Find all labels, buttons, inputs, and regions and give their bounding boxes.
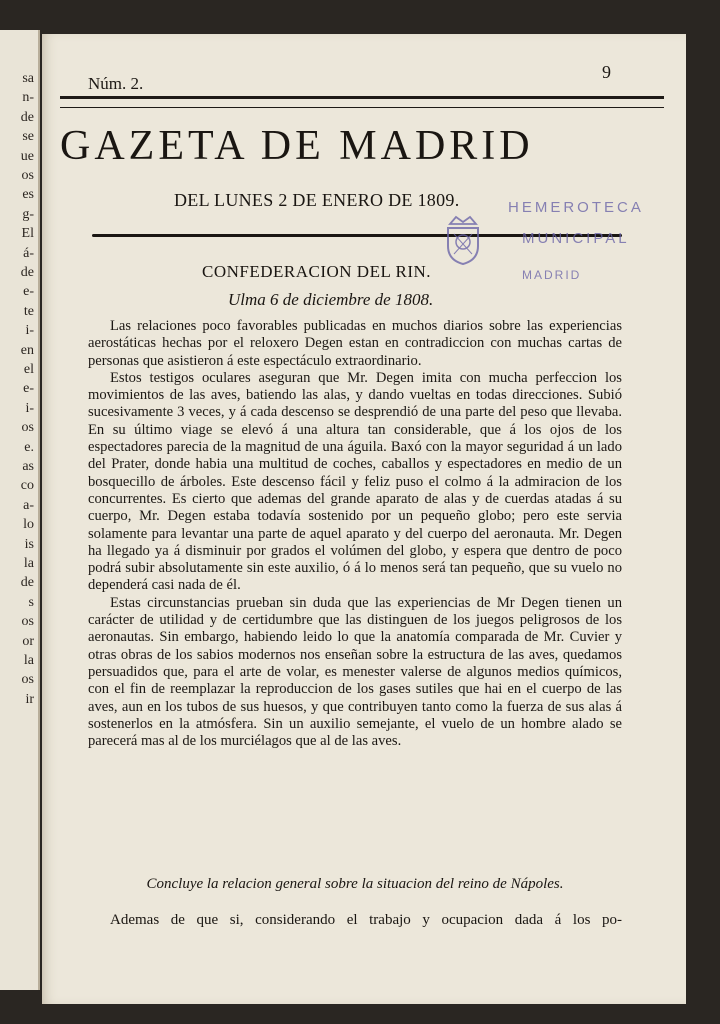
facing-page-fragment: de — [20, 109, 34, 125]
facing-page-fragment: or — [22, 633, 34, 649]
facing-page-fragment: ue — [20, 148, 34, 164]
library-stamp — [442, 194, 672, 314]
stamp-line-2: MUNICIPAL — [522, 230, 630, 247]
facing-page-fragment: la — [23, 653, 34, 668]
facing-page-fragment: os — [21, 672, 34, 688]
facing-page-fragment: la — [23, 556, 34, 571]
facing-page-fragment: el — [23, 362, 34, 377]
stamp-line-1: HEMEROTECA — [508, 199, 644, 216]
facing-page-fragment: á- — [23, 245, 34, 261]
facing-page-fragment: es — [22, 187, 34, 203]
facing-page-fragment: as — [22, 459, 34, 474]
issue-number: Núm. 2. — [88, 74, 144, 93]
stamp-line-3: MADRID — [522, 268, 582, 282]
facing-page-fragment: de — [20, 575, 34, 591]
facing-page-fragment: ir — [25, 691, 34, 707]
section-title: CONFEDERACION DEL RIN. — [202, 262, 432, 281]
facing-page-fragment: se — [22, 129, 34, 145]
facing-page-fragment: sa — [22, 71, 34, 86]
facing-page-fragment: s — [28, 594, 34, 610]
facing-page-fragment: e. — [24, 439, 34, 455]
facing-page-fragment: en — [20, 342, 34, 358]
facing-page-fragment: a- — [23, 497, 34, 513]
article-subhead: Concluye la relacion general sobre la situacion del reino de Nápoles. — [146, 876, 564, 892]
masthead-title: GAZETA DE MADRID — [60, 123, 534, 169]
facing-page-fragment: os — [21, 168, 34, 183]
facing-page-fragment: g- — [22, 206, 34, 222]
article-dateline: Ulma 6 de diciembre de 1808. — [228, 290, 434, 309]
facing-page-fragment: e- — [23, 381, 34, 397]
header-double-rule — [60, 96, 664, 108]
facing-page-fragment: is — [24, 536, 34, 552]
paragraph: Estos testigos oculares aseguran que Mr. Degen imita con mucha perfeccion los movimientos de las aves, batiendo las alas, y dando vueltas en todas direcciones. Subió sucesivamente 3 veces, y á cada descenso se desprendió de una parte del peso que llevaba. En su último viage se elevó á una altura tan considerable, que á los ojos de los espectadores parecia de la magnitud de una águila. Baxó con la mayor seguridad á un lado del Prater, donde habia una multitud de coches, caballos y espectadores en medio de un bosquecillo de árboles. Este descenso fácil y feliz puso el colmo á la admiracion de los concurrentes. Es cierto que ademas del grande aparato de alas y de cuerdas atadas á su cuerpo, Mr. Degen estaba todavía sostenido por un pequeño globo; pero este servia solamente para levantar una parte de aquel aparato y del cuerpo del aeronauta. Mr. Degen ha llegado ya á disminuir por grados el volúmen del globo, y espera que dentro de poco podrá subir absolutamente sin este auxilio, ó á lo menos será tan pequeño, que su vuelo no dependerá casi nada de él. — [88, 369, 622, 594]
facing-page-fragment: te — [23, 303, 34, 319]
issue-dateline: DEL LUNES 2 DE ENERO DE 1809. — [174, 190, 460, 210]
newspaper-page — [42, 34, 686, 1004]
crest-icon — [442, 214, 484, 266]
facing-page-fragment: i- — [25, 400, 34, 416]
facing-page-fragment: co — [20, 478, 34, 494]
facing-page-fragment: El — [21, 226, 34, 242]
facing-page-fragment: e- — [23, 284, 34, 300]
paragraph: Las relaciones poco favorables publicadas en muchos diarios sobre las experiencias aerostáticas hechas por el reloxero Degen estan en contradiccion con muchas cartas de personas que asistieron á este espectáculo extraordinario. — [88, 318, 622, 369]
facing-page-edge — [0, 30, 40, 990]
facing-page-fragment: os — [21, 420, 34, 436]
facing-page-fragment: i- — [25, 323, 34, 339]
facing-page-fragment: os — [21, 614, 34, 630]
facing-page-fragment: lo — [23, 517, 34, 533]
facing-page-fragment: n- — [22, 90, 34, 106]
continued-line: Ademas de que si, considerando el trabajo y ocupacion dada á los po- — [110, 912, 622, 928]
facing-page-fragment: de — [20, 265, 34, 280]
paragraph: Estas circunstancias prueban sin duda que las experiencias de Mr Degen tienen un carácter de utilidad y de certidumbre que las distinguen de los juegos peligrosos de los aeronautas. Sin embargo, habiendo leido lo que la anatomía comparada de Mr. Cuvier y otras obras de los sabios modernos nos enseñan sobre la estructura de las aves, quedamos persuadidos que, para el arte de volar, es menester valerse de algunos medios químicos, con el fin de reemplazar la reproduccion de los gases sutiles que hai en el cuerpo de las aves, aun en los tubos de sus huesos, y que contribuyen tanto como la fuerza de sus alas á sostenerlos en la atmósfera. Sin un auxilio semejante, el vuelo de un hombre alado se parecerá mas al de los murciélagos que al de las aves. — [88, 594, 622, 750]
page-number: 9 — [602, 62, 611, 82]
article-body — [88, 318, 622, 750]
